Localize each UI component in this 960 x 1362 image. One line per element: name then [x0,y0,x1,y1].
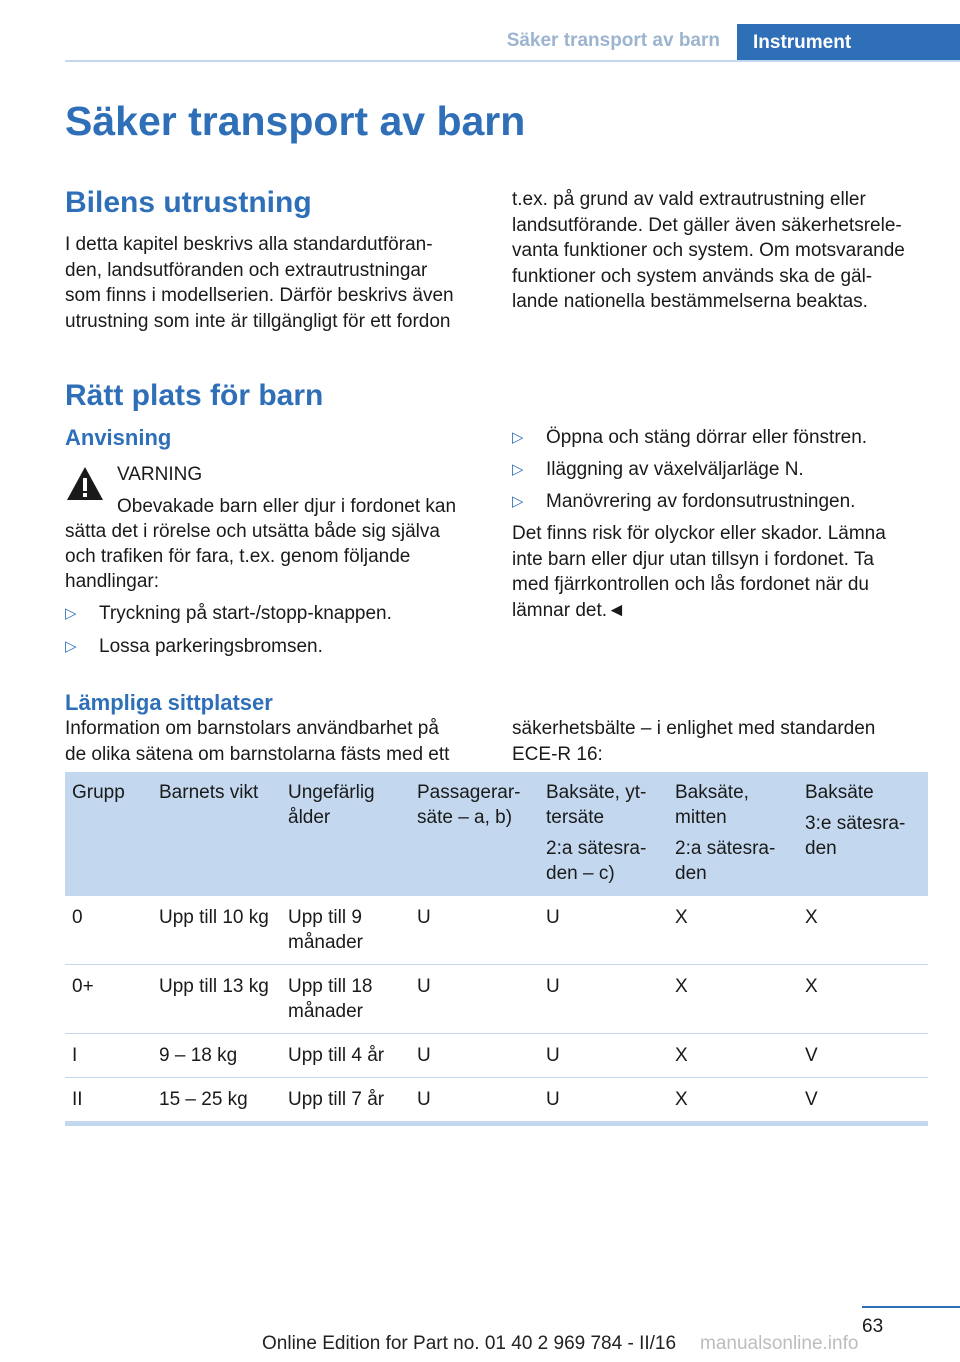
table-cell: Upp till 4 år [281,1034,410,1078]
table-cell: X [798,965,928,1034]
equipment-heading: Bilens utrustning [65,186,312,219]
table-cell: U [410,1078,539,1124]
text-line: Information om barnstolars användbarhet på [65,718,439,739]
table-cell: Upp till 7 år [281,1078,410,1124]
text-line: I detta kapitel beskrivs alla standardutföran- [65,234,433,255]
text-line: vanta funktioner och system. Om motsvarande [512,240,905,261]
table-cell: Upp till 10 kg [152,896,281,965]
notice-subheading: Anvisning [65,425,172,450]
text-line: inte barn eller djur utan tillsyn i fordonet. Ta [512,548,874,570]
bullet-triangle-icon: ▷ [65,638,77,655]
page-number-rule [862,1306,960,1308]
text-line: ECE-R 16: [512,743,603,765]
table-cell: 15 – 25 kg [152,1078,281,1124]
table-cell: 0+ [65,965,152,1034]
table-row [65,1034,928,1078]
risk-paragraph [512,521,952,623]
seat-suitability-table [65,772,928,1126]
page-title: Säker transport av barn [65,98,526,144]
bullet-triangle-icon: ▷ [512,429,524,446]
text-line: utrustning som inte är tillgängligt för ett fordon [65,310,451,332]
table-cell: X [668,1078,798,1124]
table-cell: 0 [65,896,152,965]
running-header-section: Säker transport av barn [506,30,720,51]
page-number: 63 [862,1316,884,1337]
text-line: landsutförande. Det gäller även säkerhetsrele- [512,214,902,236]
warning-line: Obevakade barn eller djur i fordonet kan [117,496,457,517]
table-cell: I [65,1034,152,1078]
column-header-rear-middle: Baksäte, mitten 2:a sätesra-den [668,772,798,896]
column-header-group: Grupp [65,772,152,896]
running-header-tab: Instrument [737,24,960,62]
table-cell: Upp till 9 månader [281,896,410,965]
text-line: Det finns risk för olyckor eller skador. Lämna [512,523,886,544]
table-header-row [65,772,928,896]
text-line: t.ex. på grund av vald extrautrustning eller [512,189,866,210]
table-cell: Upp till 18 månader [281,965,410,1034]
column-header-weight: Barnets vikt [152,772,281,896]
table-cell: U [410,1034,539,1078]
table-cell: U [539,1078,668,1124]
bullet-triangle-icon: ▷ [65,605,77,622]
equipment-left-paragraph [65,232,495,334]
table-cell: U [539,965,668,1034]
table-cell: X [668,1034,798,1078]
table-cell: X [798,896,928,965]
table-cell: X [668,896,798,965]
table-row [65,965,928,1034]
text-line: de olika sätena om barnstolarna fästs med ett [65,743,450,765]
table-row [65,896,928,965]
column-header-rear-outer: Baksäte, yt-tersäte 2:a sätesra-den – c) [539,772,668,896]
warning-line: sätta det i rörelse och utsätta både sig själva [65,521,440,542]
table-cell: U [410,965,539,1034]
table-cell: U [410,896,539,965]
text-line: den, landsutföranden och extrautrustningar [65,259,428,281]
column-header-age: Ungefärlig ålder [281,772,410,896]
table-cell: X [668,965,798,1034]
text-line: som finns i modellserien. Därför beskrivs även [65,285,454,306]
header-rule [65,60,960,62]
text-line: funktioner och system används ska de gäl- [512,265,873,287]
text-line: lande nationella bestämmelserna beaktas. [512,291,868,312]
table-cell: U [539,896,668,965]
bullet-triangle-icon: ▷ [512,461,524,478]
suitable-seats-heading: Lämpliga sittplatser [65,690,273,715]
watermark: manualsonline.info [700,1333,859,1354]
child-placement-heading: Rätt plats för barn [65,379,324,412]
column-header-passenger-seat: Passagerar-säte – a, b) [410,772,539,896]
edition-footer: Online Edition for Part no. 01 40 2 969 784 - II/16 [262,1333,677,1354]
warning-line: och trafiken för fara, t.ex. genom följande [65,546,411,567]
warning-triangle-icon [65,465,105,503]
warning-title: VARNING [117,464,203,485]
table-cell: 9 – 18 kg [152,1034,281,1078]
table-row [65,1078,928,1124]
table-cell: V [798,1034,928,1078]
table-cell: V [798,1078,928,1124]
column-header-rear-third-row: Baksäte 3:e sätesra-den [798,772,928,896]
warning-line: handlingar: [65,571,160,592]
text-line: säkerhetsbälte – i enlighet med standarden [512,718,876,739]
seats-intro-right [512,716,952,767]
table-cell: Upp till 13 kg [152,965,281,1034]
table-cell: II [65,1078,152,1124]
text-line: med fjärrkontrollen och lås fordonet när du [512,574,869,595]
bullet-triangle-icon: ▷ [512,493,524,510]
seats-intro-left [65,716,505,767]
table-cell: U [539,1034,668,1078]
equipment-right-paragraph [512,187,952,315]
text-line: lämnar det.◄ [512,599,626,621]
